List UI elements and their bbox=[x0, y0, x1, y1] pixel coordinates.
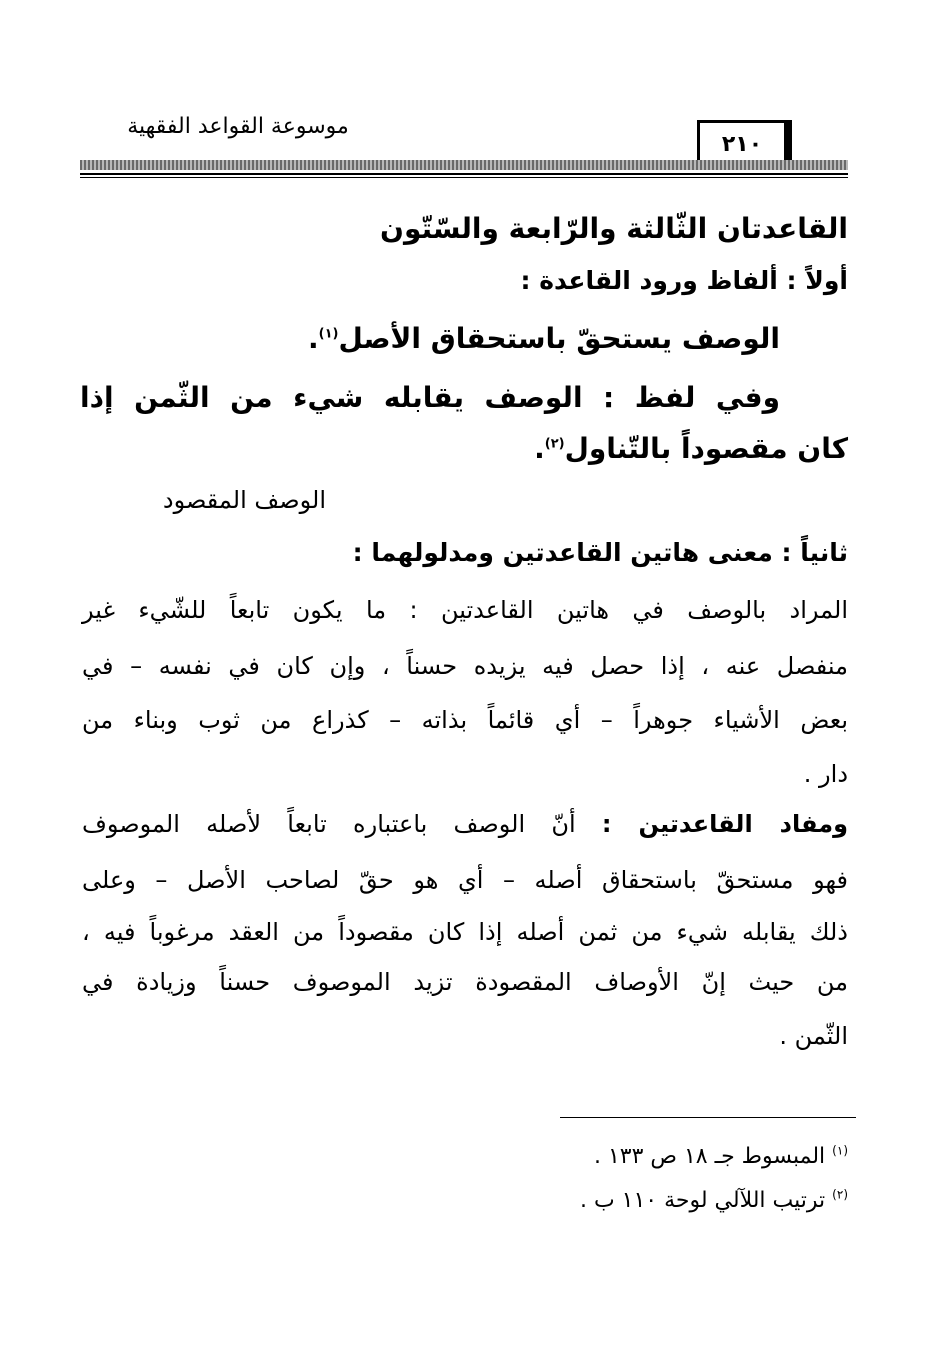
rule-statement-two-line1: وفي لفظ : الوصف يقابله شيء من الثّمن إذا bbox=[80, 381, 780, 414]
footnote-number: (١) bbox=[832, 1143, 848, 1158]
paragraph-line: فهو مستحقّ باستحقاق أصله – أي هو حقّ لصاحب الأصل – وعلى bbox=[82, 866, 848, 894]
paragraph-line: منفصل عنه ، إذا حصل فيه يزيده حسناً ، وإن كان في نفسه – في bbox=[82, 652, 848, 680]
footnote-2 bbox=[580, 1188, 848, 1213]
rule-one-text: الوصف يستحقّ باستحقاق الأصل bbox=[338, 322, 780, 355]
rule-one-end: . bbox=[307, 322, 319, 355]
paragraph-line: ذلك يقابله شيء من ثمن أصله إذا كان مقصوداً من العقد مرغوباً فيه ، bbox=[82, 918, 848, 946]
paragraph-lead: ومفاد القاعدتين : bbox=[601, 810, 849, 838]
standalone-phrase: الوصف المقصود bbox=[162, 486, 326, 514]
header-rule-line-secondary bbox=[80, 177, 848, 178]
footnote-number: (٢) bbox=[832, 1187, 848, 1202]
footnote-ref-1: (١) bbox=[318, 326, 339, 342]
paragraph-line: من حيث إنّ الأوصاف المقصودة تزيد الموصوف حسناً وزيادة في bbox=[82, 968, 848, 996]
header-rule-line bbox=[80, 173, 848, 175]
paragraph-line: الثّمن . bbox=[779, 1022, 848, 1050]
paragraph-line bbox=[82, 810, 848, 838]
rule-two-text: كان مقصوداً بالتّناول bbox=[564, 432, 848, 465]
subheading-second: ثانياً : معنى هاتين القاعدتين ومدلولهما : bbox=[352, 538, 848, 567]
running-header-title: موسوعة القواعد الفقهية bbox=[127, 114, 349, 139]
section-heading: القاعدتان الثّالثة والرّابعة والسّتّون bbox=[380, 212, 848, 245]
paragraph-line: بعض الأشياء جوهراً – أي قائماً بذاته – كذراع من ثوب وبناء من bbox=[82, 706, 848, 734]
paragraph-line: المراد بالوصف في هاتين القاعدتين : ما يكون تابعاً للشّيء غير bbox=[82, 596, 848, 624]
header-rule bbox=[80, 160, 848, 170]
paragraph-line-text: أنّ الوصف باعتباره تابعاً لأصله الموصوف bbox=[82, 810, 602, 838]
footnote-1 bbox=[594, 1144, 848, 1169]
page-number: ٢١٠ bbox=[697, 120, 787, 165]
paragraph-line: دار . bbox=[803, 760, 848, 788]
rule-two-end: . bbox=[534, 432, 545, 465]
footnote-text: المبسوط جـ ١٨ ص ١٣٣ . bbox=[593, 1144, 826, 1169]
footnote-ref-2: (٢) bbox=[544, 436, 565, 452]
rule-statement-two-line2 bbox=[534, 432, 848, 465]
subheading-first: أولاً : ألفاظ ورود القاعدة : bbox=[520, 266, 848, 295]
footnote-text: ترتيب اللآلي لوحة ١١٠ ب . bbox=[579, 1188, 826, 1213]
footnote-separator bbox=[560, 1117, 856, 1118]
rule-statement-one bbox=[308, 322, 780, 355]
